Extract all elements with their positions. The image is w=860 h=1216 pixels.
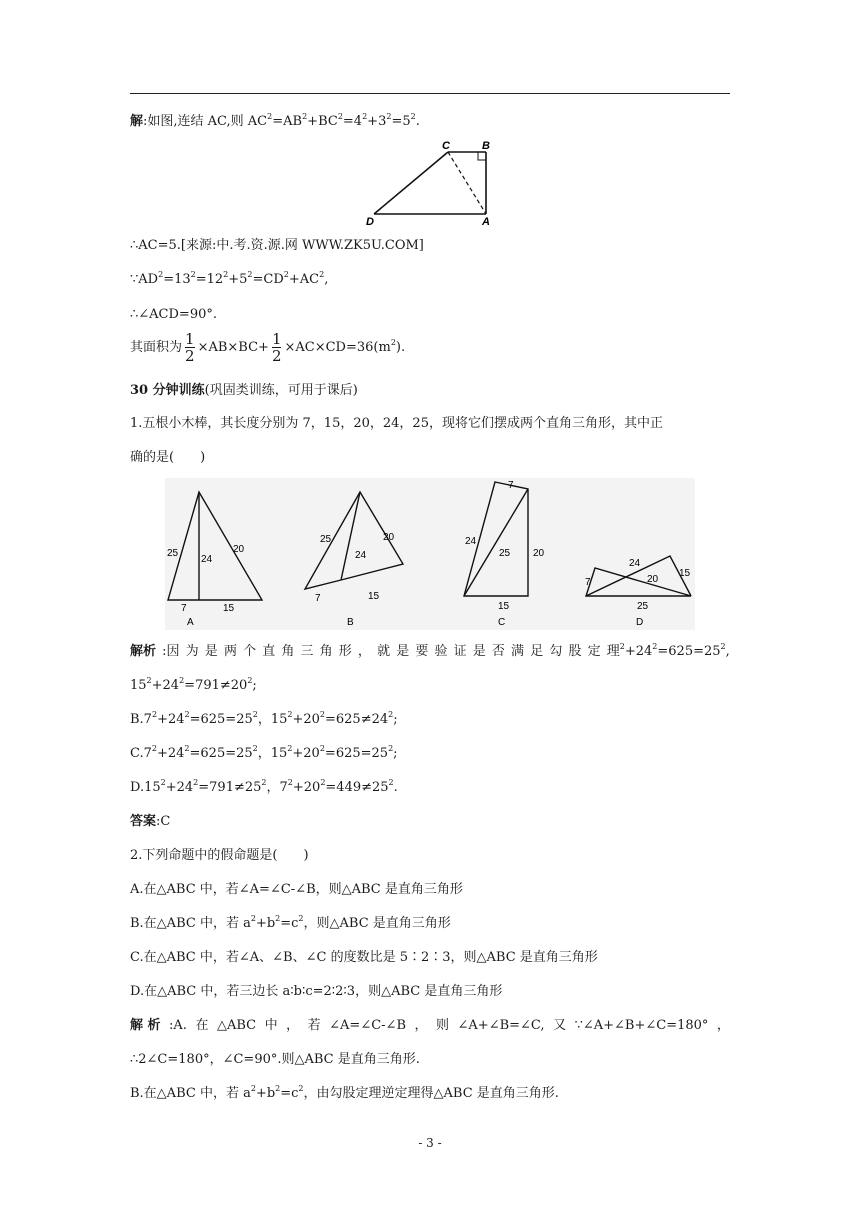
answer-label: 答案 [130, 814, 157, 829]
q1-text-line1: 1.五根小木棒，其长度分别为 7，15，20，24，25，现将它们摆成两个直角三角形，其中正 [130, 416, 663, 431]
header-rule [130, 93, 730, 94]
svg-text:20: 20 [383, 532, 395, 543]
svg-text:7: 7 [508, 480, 514, 491]
analysis1-line2: $15^2+24^2=791\ne 20^2$; [130, 676, 257, 693]
q2-option-a: A.在△ABC 中，若∠A=∠C-∠B，则△ABC 是直角三角形 [130, 882, 463, 897]
analysis2-line1: 解 析 :A. 在 △ABC 中 ， 若 ∠A=∠C-∠B ， 则 ∠A+∠B=∠C, 又 ∵∠A+∠B+∠C=180° ， [130, 1016, 730, 1036]
page-number: - 3 - [418, 1136, 442, 1150]
svg-text:15: 15 [223, 603, 235, 614]
q2-option-b: B.在△ABC 中，若 $a^2+b^2=c^2$，则△ABC 是直角三角形 [130, 914, 451, 931]
options-figure [165, 478, 695, 630]
q2-stem: 2.下列命题中的假命题是( ) [130, 848, 309, 863]
q1-text-line2: 确的是( ) [130, 450, 206, 465]
svg-text:24: 24 [465, 536, 477, 547]
svg-text:7: 7 [315, 593, 321, 604]
analysis1-line1: 解析 :因 为 是 两 个 直 角 三 角 形 ， 就 是 要 验 证 是 否 满 足 勾 股 定 理$^2+24^2=625=25^2$, [130, 642, 730, 662]
label-a: A [482, 216, 490, 228]
svg-text:20: 20 [233, 544, 245, 555]
svg-text:25: 25 [167, 548, 179, 559]
svg-text:24: 24 [629, 558, 641, 569]
line-ad: $\because AD^2=13^2=12^2+5^2=CD^2+AC^2$, [130, 270, 329, 287]
edge-dc [374, 152, 448, 214]
q2-option-c: C.在△ABC 中，若∠A、∠B、∠C 的度数比是 5∶2∶3，则△ABC 是直角三角形 [130, 950, 598, 965]
svg-text:15: 15 [679, 568, 691, 579]
fraction-half-1: $\frac{1}{2}$ [185, 330, 195, 365]
line-angle: ∴∠ACD=90°. [130, 307, 217, 322]
label-c: C [442, 140, 450, 152]
analysis1-option-d: $D.15^2+24^2=791\ne 25^2$，$7^2+20^2=449\ne 25^2$. [130, 778, 398, 795]
fraction-half-2: $\frac{1}{2}$ [271, 330, 282, 365]
svg-text:B: B [347, 617, 354, 628]
label-d: D [366, 216, 374, 228]
solution-line: 解:如图,连结 AC,则 $AC^2=AB^2+BC^2=4^2+3^2=5^2$. [130, 112, 420, 129]
diagonal-ca [448, 152, 486, 214]
svg-text:15: 15 [368, 591, 380, 602]
svg-text:D: D [636, 617, 644, 628]
section-heading: 30 分钟训练(巩固类训练，可用于课后) [130, 383, 358, 398]
analysis1-option-c: $C.7^2+24^2=625=25^2$，$15^2+20^2=625=25^2$; [130, 744, 398, 761]
analysis2-line2: ∴2∠C=180°，∠C=90°.则△ABC 是直角三角形. [130, 1052, 420, 1067]
analysis2-line3: B.在△ABC 中，若 $a^2+b^2=c^2$，由勾股定理逆定理得△ABC 是直角三角形. [130, 1084, 559, 1101]
svg-text:7: 7 [585, 577, 591, 588]
right-angle-mark-b [478, 152, 486, 160]
svg-text:25: 25 [499, 548, 511, 559]
line-ac: ∴AC=5.[来源:中.考.资.源.网 WWW.ZK5U.COM] [130, 238, 424, 253]
svg-text:25: 25 [637, 601, 649, 612]
analysis1-option-b: $B.7^2+24^2=625=25^2$，$15^2+20^2=625\ne 24^2$; [130, 710, 398, 727]
answer1-line [130, 812, 170, 832]
svg-text:25: 25 [320, 534, 332, 545]
solution-label: 解 [130, 114, 144, 129]
analysis1-label: 解析 [130, 644, 157, 659]
svg-text:A: A [187, 617, 194, 628]
label-b: B [482, 140, 490, 152]
svg-text:7: 7 [181, 603, 187, 614]
svg-text:20: 20 [533, 548, 545, 559]
line-area: 其面积为 $\frac{1}{2}$ ×AB×BC+ $\frac{1}{2}$ $\times AC\times CD=36(m^2)$. [130, 330, 406, 365]
q2-option-d: D.在△ABC 中，若三边长 a∶b∶c=2∶2∶3，则△ABC 是直角三角形 [130, 984, 503, 999]
svg-text:15: 15 [498, 601, 510, 612]
quadrilateral-figure [362, 138, 502, 228]
figure-background [165, 478, 695, 630]
svg-text:20: 20 [647, 574, 659, 585]
svg-text:C: C [498, 617, 506, 628]
answer-value: :C [156, 814, 171, 829]
svg-text:24: 24 [201, 554, 213, 565]
analysis2-label: 解 析 [130, 1018, 161, 1033]
svg-text:24: 24 [355, 550, 367, 561]
